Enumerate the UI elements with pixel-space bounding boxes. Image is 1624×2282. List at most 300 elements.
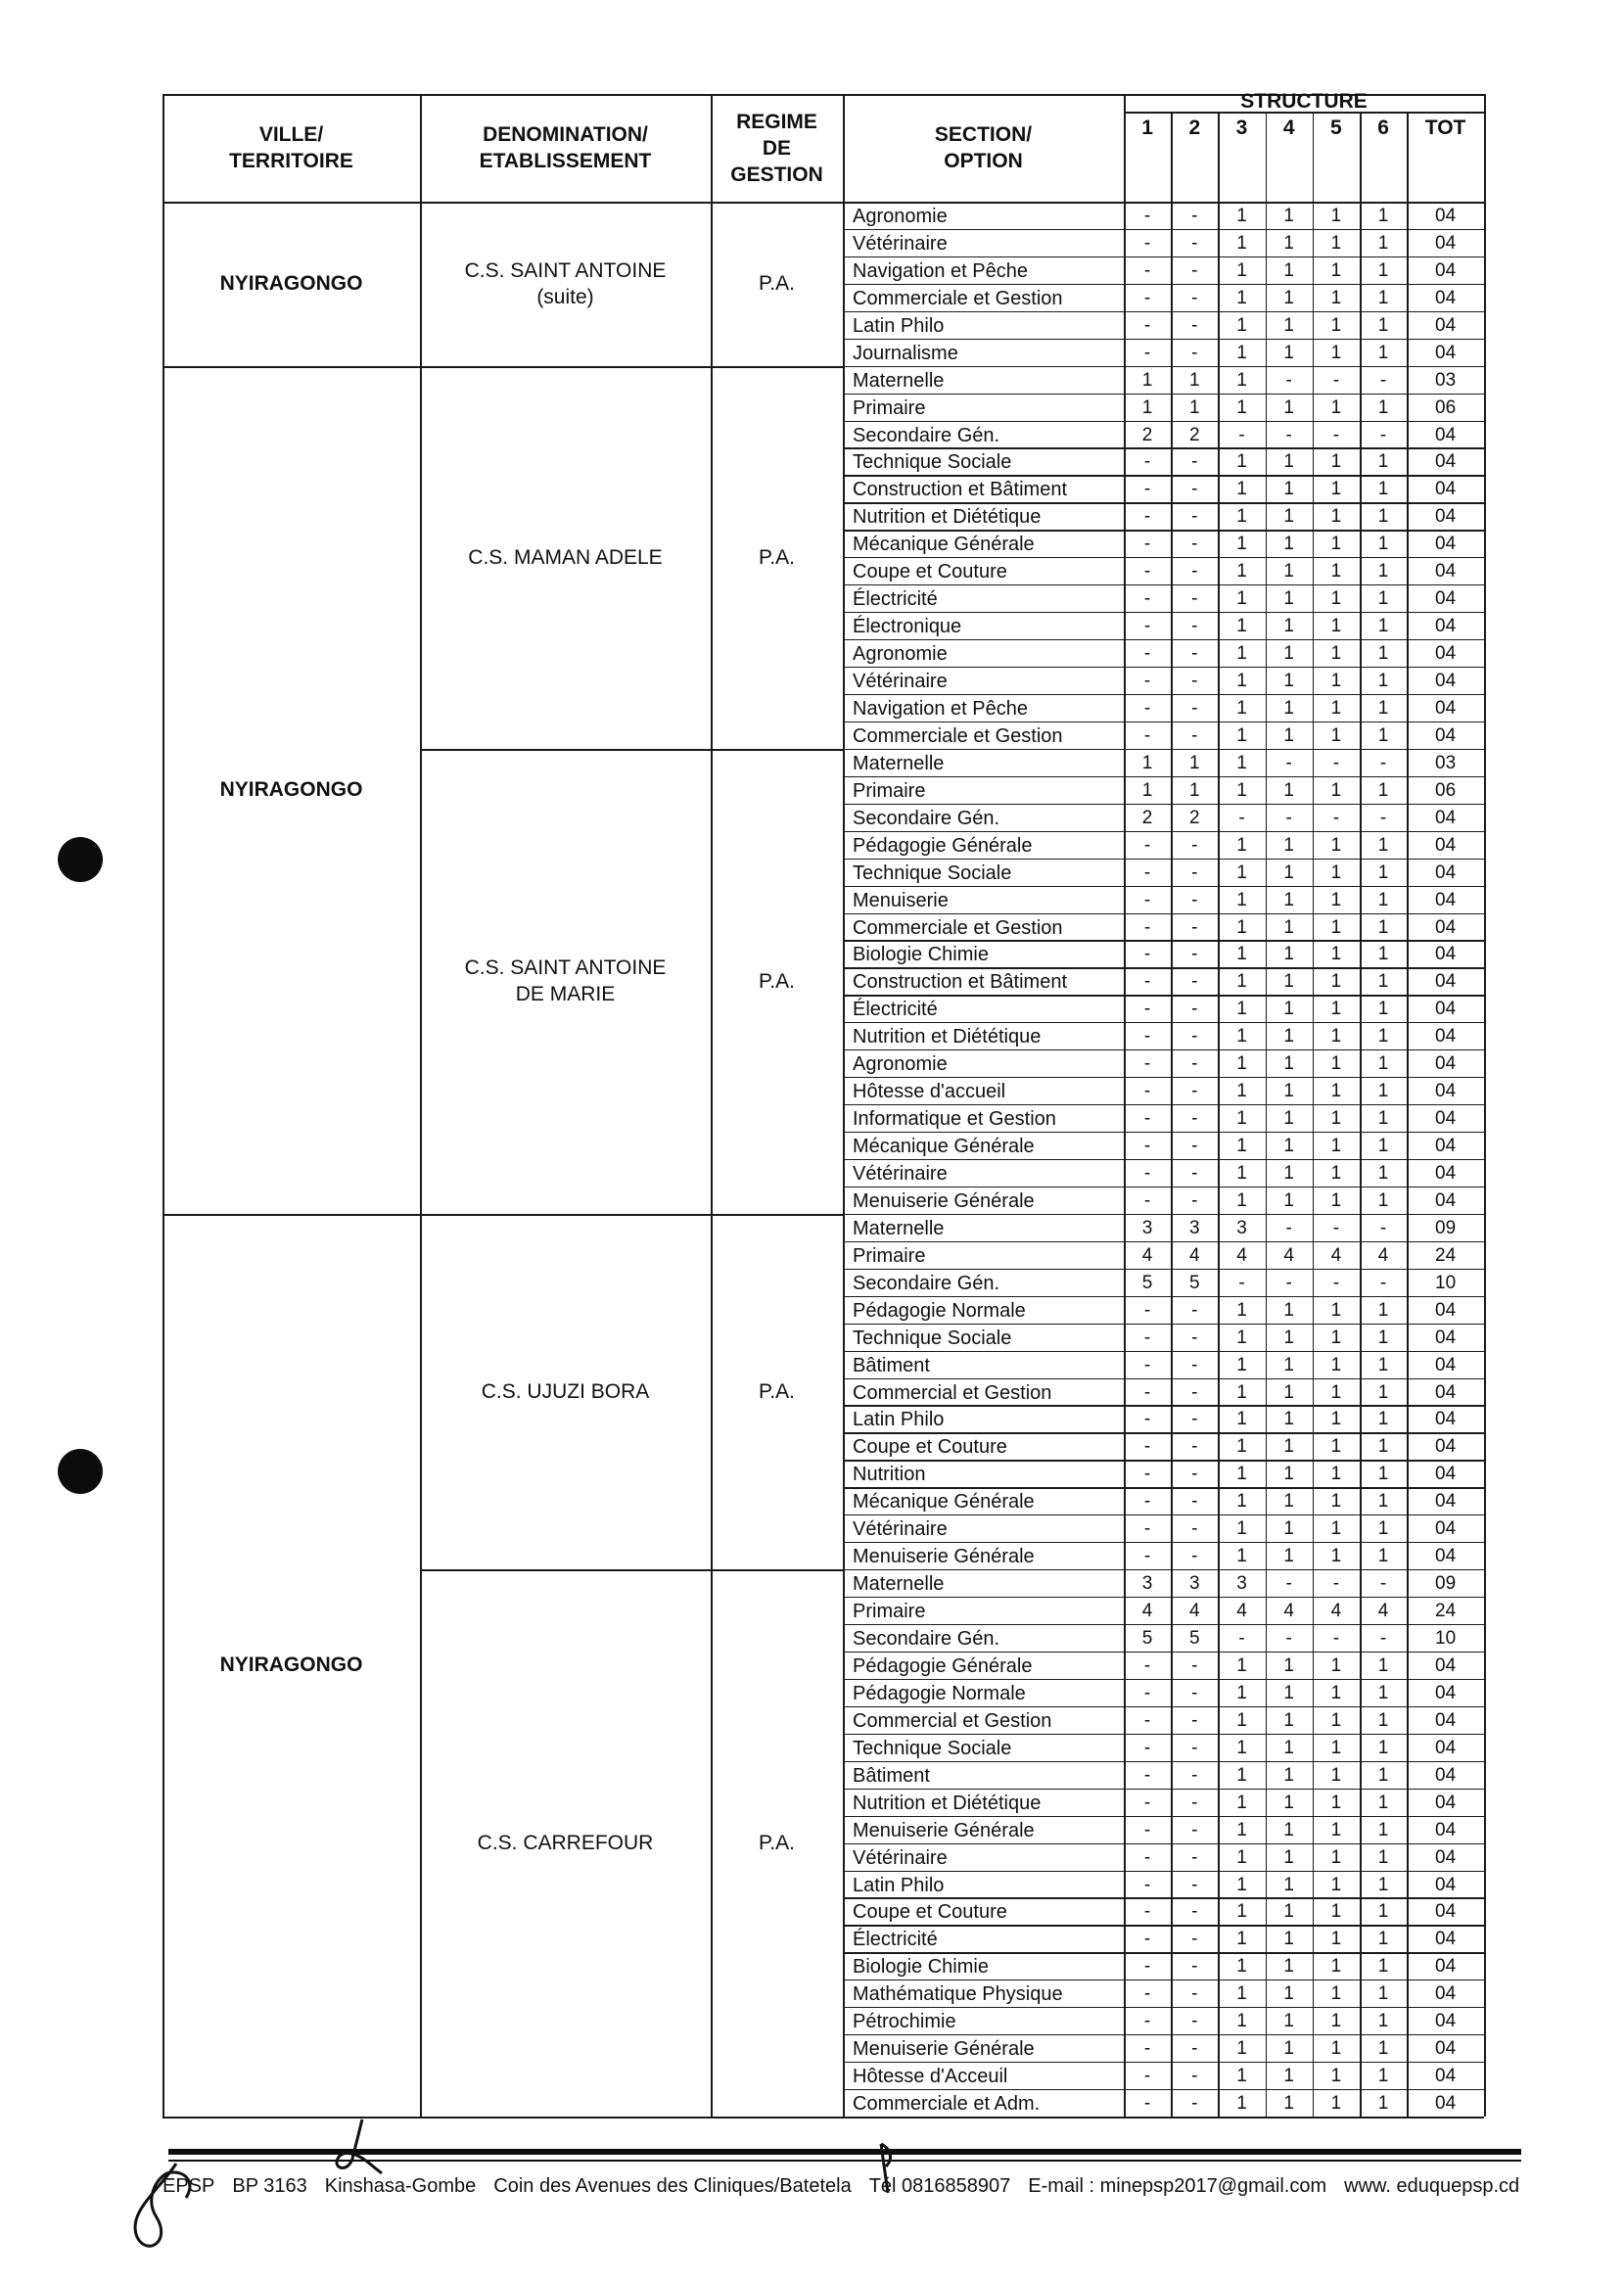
section-option: Vétérinaire <box>853 1163 948 1185</box>
level-6-value: 1 <box>1377 1682 1389 1703</box>
level-3-value: 1 <box>1236 862 1247 883</box>
level-1-value: - <box>1143 1983 1151 2005</box>
level-3-value: 1 <box>1236 206 1247 226</box>
tot-value: 04 <box>1435 671 1457 692</box>
level-3-value: 4 <box>1236 1601 1247 1622</box>
section-option: Agronomie <box>853 206 948 227</box>
level-2-value: - <box>1191 671 1198 692</box>
level-2-value: 5 <box>1188 1628 1200 1650</box>
establishment-name: C.S. CARREFOUR <box>477 1832 654 1855</box>
level-2-value: 5 <box>1188 1272 1200 1293</box>
tot-value: 06 <box>1435 396 1457 418</box>
level-5-value: 1 <box>1330 1764 1342 1786</box>
level-2-value: - <box>1191 314 1198 336</box>
tot-value: 04 <box>1435 697 1457 719</box>
tot-value: 04 <box>1435 643 1457 665</box>
level-3-value: 1 <box>1236 1491 1247 1513</box>
level-2-value: - <box>1191 834 1198 856</box>
level-2-value: 1 <box>1188 752 1200 773</box>
level-4-value: 1 <box>1283 834 1294 856</box>
level-3-value: 1 <box>1236 1409 1247 1430</box>
tot-value: 04 <box>1435 451 1457 473</box>
tot-value: 24 <box>1435 1601 1457 1622</box>
section-option: Maternelle <box>853 752 945 774</box>
level-1-value: - <box>1143 1026 1151 1048</box>
level-3-value: 1 <box>1236 232 1247 254</box>
level-1-value: - <box>1143 834 1151 856</box>
tot-value: 04 <box>1435 206 1457 226</box>
level-1-value: - <box>1143 1436 1151 1458</box>
section-option: Bâtiment <box>853 1764 930 1787</box>
level-5-value: 1 <box>1330 1682 1342 1703</box>
level-1-value: - <box>1143 1327 1151 1348</box>
level-1-value: - <box>1143 1929 1151 1950</box>
regime-value: P.A. <box>759 545 795 569</box>
section-option: Pétrochimie <box>853 2011 956 2033</box>
section-option: Secondaire Gén. <box>853 1272 1000 1294</box>
level-2-value: - <box>1191 2093 1198 2115</box>
level-2-value: - <box>1191 1546 1198 1567</box>
tot-value: 10 <box>1435 1628 1457 1650</box>
header-level-4: 4 <box>1282 116 1295 139</box>
tot-value: 04 <box>1435 616 1457 637</box>
level-2-value: - <box>1191 588 1198 610</box>
level-4-value: 1 <box>1283 588 1294 610</box>
level-3-value: 1 <box>1236 944 1247 965</box>
level-2-value: 2 <box>1188 424 1200 445</box>
level-2-value: - <box>1191 697 1198 719</box>
level-6-value: 1 <box>1377 697 1389 719</box>
section-option: Primaire <box>853 1244 926 1267</box>
level-1-value: - <box>1143 999 1151 1020</box>
tick-mark <box>866 2139 905 2198</box>
level-6-value: 1 <box>1377 1381 1389 1403</box>
level-3-value: 1 <box>1236 1546 1247 1567</box>
level-2-value: - <box>1191 916 1198 938</box>
tot-value: 04 <box>1435 1327 1457 1348</box>
level-4-value: 4 <box>1283 1601 1294 1622</box>
tot-value: 04 <box>1435 1682 1457 1703</box>
level-4-value: 1 <box>1283 1026 1294 1048</box>
section-option: Nutrition et Diététique <box>853 1026 1042 1048</box>
level-6-value: 1 <box>1377 1464 1389 1485</box>
level-3-value: 1 <box>1236 2011 1247 2032</box>
level-6-value: 1 <box>1377 314 1389 336</box>
section-option: Coupe et Couture <box>853 561 1007 583</box>
level-4-value: 1 <box>1283 506 1294 528</box>
section-option: Pédagogie Générale <box>853 834 1033 857</box>
tot-value: 04 <box>1435 916 1457 938</box>
regime-value: P.A. <box>759 1380 795 1403</box>
tot-value: 04 <box>1435 424 1457 445</box>
level-2-value: - <box>1191 889 1198 910</box>
tot-value: 04 <box>1435 588 1457 610</box>
level-4-value: 1 <box>1283 1764 1294 1786</box>
level-6-value: 1 <box>1377 779 1389 801</box>
level-3-value: 1 <box>1236 451 1247 473</box>
level-6-value: 1 <box>1377 1518 1389 1540</box>
tot-value: 04 <box>1435 506 1457 528</box>
tot-value: 04 <box>1435 1163 1457 1184</box>
level-5-value: - <box>1332 1217 1340 1238</box>
level-6-value: 1 <box>1377 834 1389 856</box>
level-1-value: - <box>1143 1956 1151 1978</box>
level-2-value: - <box>1191 616 1198 637</box>
tot-value: 10 <box>1435 1272 1457 1293</box>
level-2-value: - <box>1191 971 1198 993</box>
tot-value: 04 <box>1435 2093 1457 2115</box>
level-1-value: - <box>1143 2011 1151 2032</box>
section-option: Latin Philo <box>853 1409 945 1431</box>
level-5-value: 1 <box>1330 342 1342 363</box>
level-4-value: 1 <box>1283 1409 1294 1430</box>
section-option: Commerciale et Adm. <box>853 2093 1041 2116</box>
level-6-value: 1 <box>1377 1709 1389 1731</box>
level-3-value: 1 <box>1236 1108 1247 1130</box>
level-4-value: 1 <box>1283 1381 1294 1403</box>
level-5-value: 1 <box>1330 1299 1342 1321</box>
level-2-value: - <box>1191 1163 1198 1184</box>
footer-tel: Tél 0816858907 <box>868 2175 1011 2197</box>
level-4-value: 1 <box>1283 561 1294 582</box>
level-1-value: - <box>1143 1792 1151 1813</box>
level-5-value: 1 <box>1330 1491 1342 1513</box>
tot-value: 04 <box>1435 1436 1457 1458</box>
section-option: Construction et Bâtiment <box>853 971 1067 994</box>
level-5-value: 1 <box>1330 643 1342 665</box>
level-4-value: - <box>1285 1217 1292 1238</box>
level-2-value: - <box>1191 561 1198 582</box>
level-2-value: - <box>1191 259 1198 281</box>
level-5-value: 1 <box>1330 506 1342 528</box>
header-section: SECTION/ OPTION <box>934 123 1033 172</box>
level-2-value: - <box>1191 724 1198 746</box>
section-option: Secondaire Gén. <box>853 424 1000 446</box>
level-5-value: 1 <box>1330 1956 1342 1978</box>
level-6-value: - <box>1379 1272 1387 1293</box>
level-3-value: 1 <box>1236 1654 1247 1676</box>
level-6-value: 1 <box>1377 671 1389 692</box>
section-option: Latin Philo <box>853 1874 945 1896</box>
section-option: Agronomie <box>853 1053 948 1076</box>
section-option: Pédagogie Normale <box>853 1682 1026 1704</box>
level-2-value: - <box>1191 1846 1198 1868</box>
level-1-value: - <box>1143 1819 1151 1840</box>
section-option: Primaire <box>853 779 926 802</box>
level-2-value: - <box>1191 643 1198 665</box>
tot-value: 04 <box>1435 862 1457 883</box>
level-1-value: 1 <box>1141 396 1153 418</box>
level-2-value: - <box>1191 1436 1198 1458</box>
level-2-value: 3 <box>1188 1573 1200 1595</box>
level-6-value: 1 <box>1377 479 1389 500</box>
level-3-value: 1 <box>1236 643 1247 665</box>
level-2-value: - <box>1191 1956 1198 1978</box>
level-1-value: 4 <box>1141 1601 1153 1622</box>
tot-value: 04 <box>1435 1956 1457 1978</box>
tot-value: 04 <box>1435 1709 1457 1731</box>
level-3-value: 1 <box>1236 1136 1247 1157</box>
tot-value: 04 <box>1435 2038 1457 2060</box>
level-3-value: 1 <box>1236 314 1247 336</box>
level-2-value: - <box>1191 1929 1198 1950</box>
level-1-value: - <box>1143 259 1151 281</box>
level-2-value: - <box>1191 2066 1198 2087</box>
level-1-value: - <box>1143 916 1151 938</box>
section-option: Technique Sociale <box>853 1737 1012 1759</box>
level-1-value: 1 <box>1141 752 1153 773</box>
level-6-value: 1 <box>1377 2038 1389 2060</box>
level-2-value: - <box>1191 2038 1198 2060</box>
level-4-value: 1 <box>1283 1929 1294 1950</box>
level-1-value: - <box>1143 232 1151 254</box>
level-2-value: - <box>1191 1792 1198 1813</box>
section-option: Hôtesse d'accueil <box>853 1081 1006 1103</box>
level-5-value: 1 <box>1330 2011 1342 2032</box>
section-option: Menuiserie <box>853 889 949 911</box>
level-1-value: 3 <box>1141 1573 1153 1595</box>
tot-value: 04 <box>1435 1654 1457 1676</box>
tot-value: 09 <box>1435 1217 1457 1238</box>
regime-value: P.A. <box>759 272 795 296</box>
header-level-3: 3 <box>1235 116 1248 139</box>
level-3-value: 1 <box>1236 2093 1247 2115</box>
level-4-value: 1 <box>1283 396 1294 418</box>
level-6-value: - <box>1379 369 1387 391</box>
tot-value: 04 <box>1435 1136 1457 1157</box>
section-option: Mécanique Générale <box>853 534 1035 556</box>
level-5-value: 1 <box>1330 616 1342 637</box>
ville-name: NYIRAGONGO <box>219 1653 363 1677</box>
header-denomination: DENOMINATION/ ETABLISSEMENT <box>479 123 652 172</box>
section-option: Commercial et Gestion <box>853 1381 1052 1404</box>
level-4-value: 1 <box>1283 287 1294 308</box>
level-5-value: 1 <box>1330 916 1342 938</box>
level-5-value: 1 <box>1330 1108 1342 1130</box>
section-option: Secondaire Gén. <box>853 1628 1000 1651</box>
level-5-value: 1 <box>1330 1409 1342 1430</box>
tot-value: 04 <box>1435 1081 1457 1102</box>
level-6-value: 1 <box>1377 971 1389 993</box>
level-3-value: 1 <box>1236 752 1247 773</box>
level-1-value: - <box>1143 944 1151 965</box>
level-3-value: 1 <box>1236 1682 1247 1703</box>
level-1-value: - <box>1143 1409 1151 1430</box>
level-3-value: 1 <box>1236 479 1247 500</box>
level-4-value: 1 <box>1283 944 1294 965</box>
tot-value: 04 <box>1435 999 1457 1020</box>
level-4-value: 1 <box>1283 1464 1294 1485</box>
level-1-value: - <box>1143 2038 1151 2060</box>
section-option: Menuiserie Générale <box>853 1189 1035 1212</box>
level-5-value: - <box>1332 752 1340 773</box>
level-1-value: - <box>1143 588 1151 610</box>
level-1-value: - <box>1143 534 1151 555</box>
level-2-value: - <box>1191 944 1198 965</box>
level-2-value: - <box>1191 1327 1198 1348</box>
level-2-value: - <box>1191 1819 1198 1840</box>
tot-value: 04 <box>1435 534 1457 555</box>
level-1-value: - <box>1143 451 1151 473</box>
level-4-value: 1 <box>1283 314 1294 336</box>
tot-value: 03 <box>1435 752 1457 773</box>
level-1-value: - <box>1143 1163 1151 1184</box>
level-6-value: 1 <box>1377 616 1389 637</box>
level-3-value: 1 <box>1236 671 1247 692</box>
level-6-value: 1 <box>1377 916 1389 938</box>
level-3-value: 1 <box>1236 1464 1247 1485</box>
tot-value: 04 <box>1435 1026 1457 1048</box>
level-6-value: 1 <box>1377 1409 1389 1430</box>
level-6-value: 1 <box>1377 259 1389 281</box>
level-3-value: 1 <box>1236 1327 1247 1348</box>
section-option: Latin Philo <box>853 314 945 337</box>
level-5-value: 1 <box>1330 779 1342 801</box>
level-4-value: 1 <box>1283 1846 1294 1868</box>
level-6-value: 1 <box>1377 1874 1389 1895</box>
level-3-value: 1 <box>1236 534 1247 555</box>
level-4-value: 1 <box>1283 342 1294 363</box>
establishment-name: C.S. SAINT ANTOINE DE MARIE <box>464 956 667 1006</box>
level-4-value: 1 <box>1283 971 1294 993</box>
establishment-name: C.S. MAMAN ADELE <box>468 545 663 569</box>
tot-value: 04 <box>1435 834 1457 856</box>
level-1-value: - <box>1143 643 1151 665</box>
level-5-value: 4 <box>1330 1601 1342 1622</box>
level-5-value: - <box>1332 1573 1340 1595</box>
level-6-value: 1 <box>1377 643 1389 665</box>
level-5-value: 1 <box>1330 2066 1342 2087</box>
level-6-value: - <box>1379 1628 1387 1650</box>
level-6-value: 1 <box>1377 2011 1389 2032</box>
signature-mark <box>117 2124 274 2261</box>
level-2-value: 1 <box>1188 396 1200 418</box>
level-3-value: 1 <box>1236 889 1247 910</box>
tot-value: 04 <box>1435 1108 1457 1130</box>
level-3-value: 1 <box>1236 834 1247 856</box>
level-4-value: 1 <box>1283 1901 1294 1923</box>
level-1-value: 4 <box>1141 1244 1153 1266</box>
level-6-value: 1 <box>1377 1136 1389 1157</box>
level-3-value: 1 <box>1236 1436 1247 1458</box>
section-option: Électricité <box>853 1929 938 1951</box>
level-2-value: - <box>1191 287 1198 308</box>
section-option: Biologie Chimie <box>853 944 989 966</box>
level-4-value: 1 <box>1283 1737 1294 1758</box>
tot-value: 04 <box>1435 561 1457 582</box>
level-5-value: - <box>1332 424 1340 445</box>
level-1-value: - <box>1143 1299 1151 1321</box>
level-2-value: - <box>1191 1409 1198 1430</box>
level-1-value: - <box>1143 971 1151 993</box>
level-4-value: 1 <box>1283 1654 1294 1676</box>
level-5-value: 1 <box>1330 2038 1342 2060</box>
level-5-value: 1 <box>1330 999 1342 1020</box>
level-6-value: 1 <box>1377 1546 1389 1567</box>
level-5-value: 1 <box>1330 1136 1342 1157</box>
level-3-value: - <box>1238 807 1245 828</box>
level-5-value: - <box>1332 1628 1340 1650</box>
level-4-value: 1 <box>1283 1792 1294 1813</box>
level-6-value: 1 <box>1377 342 1389 363</box>
level-6-value: 1 <box>1377 862 1389 883</box>
section-option: Mécanique Générale <box>853 1136 1035 1158</box>
level-1-value: - <box>1143 1901 1151 1923</box>
tot-value: 24 <box>1435 1244 1457 1266</box>
level-3-value: - <box>1238 424 1245 445</box>
level-2-value: - <box>1191 1874 1198 1895</box>
level-6-value: 1 <box>1377 561 1389 582</box>
level-3-value: 1 <box>1236 1819 1247 1840</box>
level-4-value: 1 <box>1283 1956 1294 1978</box>
level-2-value: 4 <box>1188 1244 1200 1266</box>
level-4-value: 1 <box>1283 1189 1294 1211</box>
level-3-value: 1 <box>1236 1737 1247 1758</box>
tot-value: 04 <box>1435 2066 1457 2087</box>
tot-value: 04 <box>1435 971 1457 993</box>
level-3-value: 1 <box>1236 1956 1247 1978</box>
footer-city: Kinshasa-Gombe <box>324 2175 477 2197</box>
tot-value: 04 <box>1435 807 1457 828</box>
level-2-value: 3 <box>1188 1217 1200 1238</box>
level-5-value: 1 <box>1330 944 1342 965</box>
level-2-value: - <box>1191 451 1198 473</box>
level-6-value: 1 <box>1377 1026 1389 1048</box>
ville-name: NYIRAGONGO <box>219 778 363 802</box>
level-1-value: - <box>1143 206 1151 226</box>
footer-web: www. eduquepsp.cd <box>1344 2175 1520 2197</box>
level-4-value: 1 <box>1283 2066 1294 2087</box>
tot-value: 04 <box>1435 479 1457 500</box>
level-3-value: 1 <box>1236 342 1247 363</box>
level-6-value: 1 <box>1377 1983 1389 2005</box>
section-option: Nutrition et Diététique <box>853 1792 1042 1814</box>
tot-value: 04 <box>1435 724 1457 746</box>
level-1-value: - <box>1143 1546 1151 1567</box>
section-option: Agronomie <box>853 643 948 666</box>
level-6-value: 1 <box>1377 1354 1389 1375</box>
level-6-value: 1 <box>1377 999 1389 1020</box>
tot-value: 04 <box>1435 1792 1457 1813</box>
level-4-value: 1 <box>1283 697 1294 719</box>
level-4-value: 1 <box>1283 616 1294 637</box>
level-4-value: - <box>1285 1628 1292 1650</box>
level-1-value: - <box>1143 1654 1151 1676</box>
level-4-value: 1 <box>1283 1053 1294 1075</box>
level-5-value: 1 <box>1330 561 1342 582</box>
header-level-6: 6 <box>1377 116 1389 139</box>
level-2-value: - <box>1191 1764 1198 1786</box>
level-5-value: 1 <box>1330 1053 1342 1075</box>
level-5-value: 1 <box>1330 206 1342 226</box>
level-1-value: 2 <box>1141 424 1153 445</box>
tot-value: 06 <box>1435 779 1457 801</box>
level-5-value: 1 <box>1330 1709 1342 1731</box>
level-5-value: 1 <box>1330 862 1342 883</box>
level-4-value: 1 <box>1283 1354 1294 1375</box>
level-4-value: 1 <box>1283 1491 1294 1513</box>
level-1-value: - <box>1143 724 1151 746</box>
level-4-value: 1 <box>1283 2011 1294 2032</box>
section-option: Primaire <box>853 1601 926 1623</box>
level-5-value: 1 <box>1330 451 1342 473</box>
level-4-value: - <box>1285 1272 1292 1293</box>
tot-value: 04 <box>1435 314 1457 336</box>
punch-hole-bottom <box>58 1449 103 1494</box>
level-6-value: 1 <box>1377 1846 1389 1868</box>
section-option: Commerciale et Gestion <box>853 287 1063 309</box>
initials-mark <box>323 2115 401 2193</box>
